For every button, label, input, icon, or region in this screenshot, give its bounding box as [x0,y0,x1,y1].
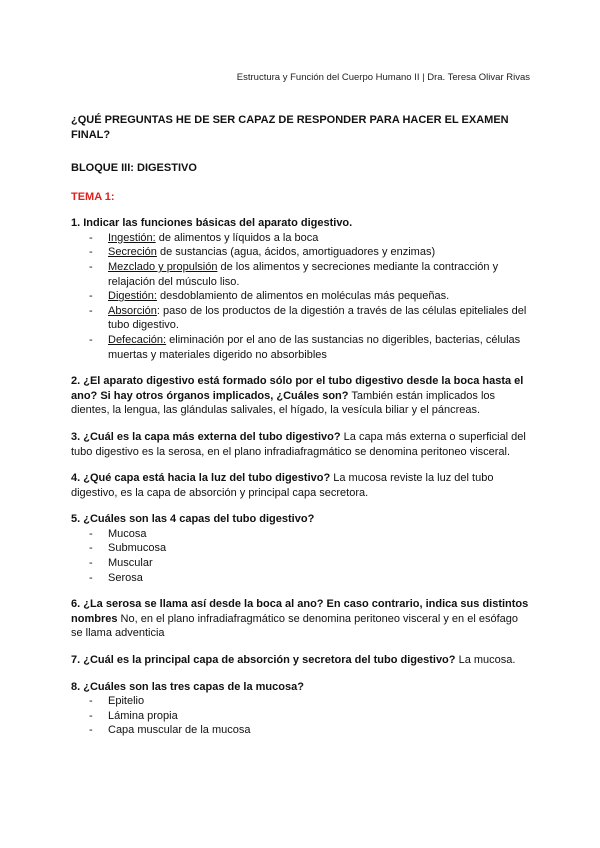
list-item-term: Absorción [108,304,157,317]
question-2 [71,374,531,418]
list-item: - Epitelio [89,694,531,709]
question-1 [71,216,531,362]
question-5-list [71,527,531,585]
list-item: - Serosa [89,571,531,586]
list-item-term: Ingestión: [108,231,156,244]
question-4-text: 4. ¿Qué capa está hacia la luz del tubo digestivo? [71,472,331,485]
list-item-text: desdoblamiento de alimentos en moléculas más pequeñas. [156,290,450,303]
list-item [89,260,531,289]
block-heading: BLOQUE III: DIGESTIVO [71,162,197,174]
question-1-list [71,231,531,362]
list-item-term: Mezclado y propulsión [108,260,218,273]
question-3 [71,430,531,459]
list-item-text: de los alimentos y secreciones mediante la contracción y relajación del músculo liso. [108,260,499,288]
list-item: - Muscular [89,556,531,571]
question-3-text: 3. ¿Cuál es la capa más externa del tubo digestivo? [71,430,341,443]
list-item: - Capa muscular de la mucosa [89,723,531,738]
question-8 [71,680,531,738]
list-item [89,231,531,246]
list-item: - Mucosa [89,527,531,542]
list-item-term: Secreción [108,246,157,259]
question-4-answer: La mucosa reviste la luz del tubo digestivo, es la capa de absorción y principal capa secretora. [71,472,494,499]
list-item [89,289,531,304]
question-5-text: 5. ¿Cuáles son las 4 capas del tubo digestivo? [71,513,315,526]
list-item: - Submucosa [89,541,531,556]
list-item [89,333,531,362]
list-item [89,245,531,260]
question-7 [71,653,531,668]
list-item: - Lámina propia [89,709,531,724]
document-body [71,113,531,750]
list-item [89,304,531,333]
list-item-term: Defecación: [108,333,167,346]
list-item-text: de sustancias (agua, ácidos, amortiguadores y enzimas) [156,246,436,259]
question-6-answer: No, en el plano infradiafragmático se denomina peritoneo visceral y en el esófago se llama adventicia [71,612,518,640]
question-2-answer: También están implicados los dientes, la lengua, las glándulas salivales, el hígado, la vesícula biliar y el páncreas. [71,389,496,417]
list-item-text: de alimentos y líquidos a la boca [155,231,319,244]
list-item-term: Digestión: [108,290,157,303]
question-7-text: 7. ¿Cuál es la principal capa de absorción y secretora del tubo digestivo? [71,654,456,667]
list-item-text: eliminación por el ano de las sustancias no digeribles, bacterias, células muertas y materiales digerido no absorbibles [108,333,521,361]
question-8-list [71,694,531,738]
list-item-text: : paso de los productos de la digestión a través de las células epiteliales del tubo digestivo. [108,304,527,332]
page-header: Estructura y Función del Cuerpo Humano II | Dra. Teresa Olivar Rivas [236,72,530,83]
question-6-text: 6. ¿La serosa se llama así desde la boca al ano? En caso contrario, indica sus distintos nombres [71,598,529,625]
topic-heading: TEMA 1: [71,190,115,203]
question-2-text: 2. ¿El aparato digestivo está formado sólo por el tubo digestivo desde la boca hasta el ano? Si hay otros órganos implicados, ¿Cuáles son? [71,375,524,402]
question-3-answer: La capa más externa o superficial del tubo digestivo es la serosa, en el plano infradiafragmático se denomina peritoneo visceral. [71,430,526,458]
question-8-text: 8. ¿Cuáles son las tres capas de la mucosa? [71,680,304,693]
question-5 [71,512,531,585]
question-7-answer: La mucosa. [455,654,516,667]
question-4 [71,471,531,500]
question-6 [71,597,531,641]
question-1-text: 1. Indicar las funciones básicas del aparato digestivo. [71,217,353,230]
document-title: ¿QUÉ PREGUNTAS HE DE SER CAPAZ DE RESPONDER PARA HACER EL EXAMEN FINAL? [71,114,509,141]
